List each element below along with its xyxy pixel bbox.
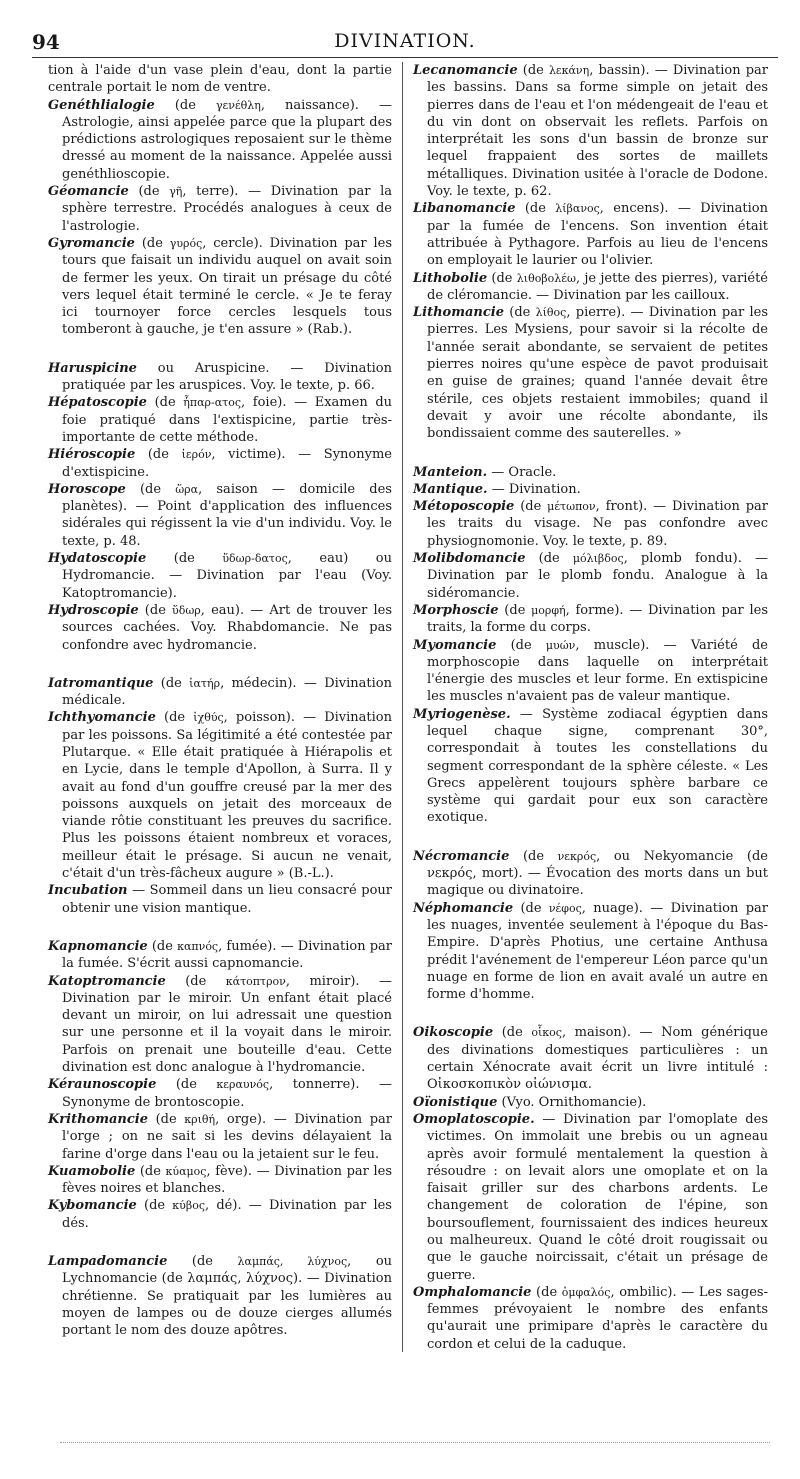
dictionary-entry — [413, 1094, 768, 1111]
entry-term: Incubation — [48, 883, 128, 899]
entry-text: muscle). — Variété de morphoscopie dans laquelle on interprétait l'énergie des muscles et leur forme. En extispicine les muscles n'avaient pas de valeur mantique. — [427, 637, 768, 705]
greek-etymon: κύβος — [172, 1199, 206, 1213]
dictionary-entry: Kybomancie (de κύβος, dé). — Divination par les dés. — [48, 1198, 392, 1231]
entry-term: Horoscope — [48, 481, 126, 497]
greek-etymon: γυρός — [169, 236, 203, 250]
section-gap — [48, 917, 392, 938]
entry-term: Libanomancie — [413, 201, 516, 217]
greek-etymon: ὕδωρ — [172, 603, 201, 617]
greek-etymon: λιθοβολέω — [516, 271, 576, 285]
etymology-prefix: (de — [144, 1198, 173, 1214]
dictionary-entry: Métoposcopie (de μέτωπον, front). — Divination par les traits du visage. Ne pas confondre avec physiognomonie. Voy. le texte, p. 89. — [413, 499, 768, 549]
etymology-prefix: (de — [524, 201, 556, 217]
entry-term: Lithobolie — [413, 270, 488, 286]
etymology-prefix: (de — [501, 1025, 532, 1041]
greek-etymon: ὥρα — [175, 482, 199, 496]
section-gap — [413, 443, 768, 464]
etymology-prefix: (de — [141, 235, 170, 251]
dictionary-entry: Genéthlialogie (de γενέθλη, naissance). — Astrologie, ainsi appelée parce que la plupart des prédictions astrologiques reposaient sur le thème dressé au moment de la naissance. Appelée aussi genéthlioscopie. — [48, 97, 392, 182]
greek-etymon: ἧπαρ-ατος — [183, 396, 242, 410]
entry-term: Oikoscopie — [413, 1025, 494, 1041]
dictionary-entry — [413, 481, 768, 498]
entry-text: pierre). — Divination par les pierres. Les Mysiens, pour savoir si la récolte de l'année serait abondante, se servaient de petites pierres noires qu'une espèce de pavot produisait en guise de graines; quand l'année devait être stérile, ces objets restaient immobiles; quand il devait y avoir une récolte abondante, ils bondissaient comme des sauterelles. » — [427, 305, 768, 442]
etymology-prefix: (de — [151, 938, 178, 954]
greek-etymon: ἱερόν — [181, 448, 212, 462]
entry-text: tonnerre). — Synonyme de brontoscopie. — [62, 1077, 392, 1110]
dictionary-entry: Molibdomancie (de μόλιβδος, plomb fondu). — Divination par le plomb fondu. Analogue à la sidéromancie. — [413, 551, 768, 601]
entry-term: Krithomancie — [48, 1111, 148, 1127]
entry-term: Ichthyomancie — [48, 710, 156, 726]
entry-text: je jette des pierres), variété de cléromancie. — Divination par les cailloux. — [427, 270, 768, 303]
page-title: DIVINATION. — [334, 30, 476, 52]
entry-text: maison). — Nom générique des divinations domestiques particulières : un certain Xénocrate avait écrit un livre intitulé : Οἰκοσκοπικὸν οἰώνισμα. — [427, 1025, 768, 1093]
entry-text: encens). — Divination par la fumée de l'encens. Son invention était attribuée à Pythagore. Parfois au lieu de l'encens on employait le laurier ou l'olivier. — [427, 201, 768, 269]
entry-text: eau). — Art de trouver les sources cachées. Voy. Rhabdomancie. Ne pas confondre avec hydromancie. — [62, 602, 393, 653]
etymology-prefix: (de — [174, 97, 216, 113]
greek-etymon: ὀμφαλός — [561, 1285, 611, 1299]
dictionary-entry: Lithobolie (de λιθοβολέω, je jette des pierres), variété de cléromancie. — Divination par les cailloux. — [413, 270, 768, 303]
greek-etymon: λεκάνη — [548, 64, 590, 77]
entry-text: fève). — Divination par les fèves noires et blanches. — [62, 1163, 392, 1197]
dictionary-entry: Hiéroscopie (de ἱερόν, victime). — Synonyme d'extispicine. — [48, 447, 392, 480]
dictionary-entry — [413, 464, 768, 481]
etymology-prefix: (de — [164, 710, 194, 726]
greek-etymon: ἰχθύς — [193, 711, 224, 725]
dictionary-entry: Kuamobolie (de κύαμος, fève). — Divination par les fèves noires et blanches. — [48, 1163, 392, 1197]
dictionary-entry: Hydroscopie (de ὕδωρ, eau). — Art de trouver les sources cachées. Voy. Rhabdomancie. Ne pas confondre avec hydromancie. — [48, 602, 393, 653]
dictionary-entry: Libanomancie (de λίβανος, encens). — Divination par la fumée de l'encens. Son invention était attribuée à Pythagore. Parfois au lieu de l'encens on employait le laurier ou l'olivier. — [413, 201, 768, 269]
dictionary-entry: Gyromancie (de γυρός, cercle). Divination par les tours que faisait un individu auquel on avait soin de fermer les yeux. On tirait un présage du côté vers lequel était terminé le cercle. « Je te feray ici tournoyer force cercles lesquels tous tomberont à gauche, je t'en assure » (Rab.). — [48, 235, 392, 338]
greek-etymon: οἶκος — [531, 1026, 562, 1040]
etymology-prefix: (de — [138, 184, 170, 200]
dictionary-entry: Myomancie (de μυών, muscle). — Variété de morphoscopie dans laquelle on interprétait l'énergie des muscles et leur forme. En extispicine les muscles n'avaient pas de valeur mantique. — [413, 637, 768, 705]
etymology-prefix: (de — [536, 1284, 562, 1300]
entry-text: dé). — Divination par les dés. — [62, 1198, 392, 1231]
entry-text: eau) ou Hydromancie. — Divination par l'eau (Voy. Katoptromancie). — [62, 551, 392, 601]
entry-text: — Divination. — [491, 481, 581, 497]
dictionary-entry — [48, 360, 392, 395]
greek-etymon: γενέθλη — [215, 98, 261, 112]
section-gap — [48, 1232, 392, 1253]
page-footer-rule — [60, 1442, 770, 1443]
entry-text: poisson). — Divination par les poissons. Sa légitimité a été contestée par Plutarque. « Elle était pratiquée à Hiérapolis et en Lycie, dans le temple d'Apollon, à Surra. Il y avait au fond d'un gouffre creusé par la mer des poissons auxquels on jetait des morceaux de viande rôtie constituant les preuves du sacrifice. Plus les poissons étaient nombreux et voraces, meilleur était le présage. Si aucun ne venait, c'était d'un très-fâcheux augure » (B.-L.). — [62, 710, 392, 882]
entry-text: ombilic). — Les sages-femmes prévoyaient le nombre des enfants qu'aurait une primipare d'après le caractère du cordon et celui de la caduque. — [427, 1284, 768, 1352]
entry-term: Gyromancie — [48, 235, 135, 251]
etymology-prefix: (de — [139, 1163, 166, 1179]
entry-term: Nécromancie — [413, 848, 510, 864]
etymology-prefix: (de — [491, 270, 517, 286]
dictionary-entry: Lampadomancie (de λαμπάς, λύχνος, ou Lychnomancie (de λαμπάς, λύχνος). — Divination chrétienne. Se pratiquait par les lumières au moyen de lampes ou de douze cierges allumés portant le nom des douze apôtres. — [48, 1254, 393, 1339]
entry-text: ou Nekyomancie (de νεκρός, mort). — Évocation des morts dans un but magique ou divinatoire. — [427, 848, 769, 899]
entry-term: Hydatoscopie — [48, 551, 147, 567]
entry-term: Genéthlialogie — [48, 97, 155, 113]
greek-etymon: νέφος — [548, 901, 582, 915]
entry-text: — Divination par l'omoplate des victimes. On immolait une brebis ou un agneau après avoir formulé mentalement la question à résoudre : on levait alors une omoplate et on la faisait griller sur des charbons ardents. Le changement de coloration de l'épine, son boursouflement, fournissaient des indices heureux ou malheureux. Quand le côté droit rougissait ou que le gauche noircissait, c'était un présage de guerre. — [427, 1111, 768, 1283]
dictionary-entry: Nécromancie (de νεκρός, ou Nekyomancie (de νεκρός, mort). — Évocation des morts dans un but magique ou divinatoire. — [413, 848, 769, 899]
dictionary-entry — [413, 1111, 768, 1284]
entry-term: Métoposcopie — [413, 499, 515, 515]
entry-term: Kybomancie — [48, 1198, 137, 1214]
entry-term: Lithomancie — [413, 305, 504, 321]
entry-term: Myomancie — [413, 637, 497, 653]
entry-term: Lecanomancie — [413, 63, 518, 78]
entry-term: Morphoscie — [413, 602, 499, 618]
greek-etymon: μέτωπον — [547, 500, 596, 514]
entry-term: Kapnomancie — [48, 938, 148, 954]
entry-text: saison — domicile des planètes). — Point d'application des influences sidérales qui régissent la vie d'un individu. Voy. le texte, p. 48. — [62, 481, 392, 549]
etymology-prefix: (de — [522, 848, 558, 864]
etymology-prefix: (de — [504, 602, 532, 618]
entry-term: Myriogenèse. — [413, 706, 511, 722]
dictionary-entry: Iatromantique (de ἰατήρ, médecin). — Divination médicale. — [48, 675, 392, 709]
dictionary-entry: Morphoscie (de μορφή, forme). — Divination par les traits, la forme du corps. — [413, 602, 768, 636]
greek-etymon: ἰατήρ — [189, 676, 221, 690]
entry-text: foie). — Examen du foie pratiqué dans l'extispicine, partie très-importante de cette méthode. — [62, 395, 393, 445]
dictionary-entry: Horoscope (de ὥρα, saison — domicile des planètes). — Point d'application des influences sidérales qui régissent la vie d'un individu. Voy. le texte, p. 48. — [48, 481, 392, 549]
dictionary-entry: Lithomancie (de λίθος, pierre). — Divination par les pierres. Les Mysiens, pour savoir si la récolte de l'année serait abondante, se servaient de petites pierres noires qu'une espèce de pavot produisait en guise de graines; quand l'année devait être stérile, ces objets restaient immobiles; quand il devait y avoir une récolte abondante, ils bondissaient comme des sauterelles. » — [413, 305, 768, 442]
greek-etymon: λίθος — [535, 306, 567, 320]
entry-text: fumée). — Divination par la fumée. S'écrit aussi capnomancie. — [62, 938, 392, 972]
greek-etymon: κεραυνός — [216, 1078, 270, 1092]
greek-etymon: γῆ — [169, 185, 183, 199]
section-gap — [413, 1003, 768, 1024]
dictionary-entry: Omphalomancie (de ὀμφαλός, ombilic). — Les sages-femmes prévoyaient le nombre des enfants qu'aurait une primipare d'après le caractère du cordon et celui de la caduque. — [413, 1284, 768, 1352]
continued-text — [48, 62, 392, 97]
dictionary-entry: Ichthyomancie (de ἰχθύς, poisson). — Divination par les poissons. Sa légitimité a été contestée par Plutarque. « Elle était pratiquée à Hiérapolis et en Lycie, dans le temple d'Apollon, à Surra. Il y avait au fond d'un gouffre creusé par la mer des poissons auxquels on jetait des morceaux de viande rôtie constituant les preuves du sacrifice. Plus les poissons étaient nombreux et voraces, meilleur était le présage. Si aucun ne venait, c'était d'un très-fâcheux augure » (B.-L.). — [48, 710, 392, 882]
dictionary-entry: Krithomancie (de κριθή, orge). — Divination par l'orge ; on ne sait si les devins délayaient la farine d'orge dans l'eau ou la jetaient sur le feu. — [48, 1111, 392, 1162]
dictionary-entry: Hépatoscopie (de ἧπαρ-ατος, foie). — Examen du foie pratiqué dans l'extispicine, partie très-importante de cette méthode. — [48, 395, 393, 445]
etymology-prefix: (de — [522, 63, 549, 78]
page-number: 94 — [32, 30, 60, 54]
entry-term: Omoplatoscopie. — [413, 1111, 535, 1127]
greek-etymon: λίβανος — [555, 202, 600, 216]
section-gap — [48, 654, 392, 675]
greek-etymon: μορφή — [531, 603, 566, 617]
etymology-prefix: (de — [154, 395, 184, 411]
greek-etymon: νεκρός — [557, 849, 597, 863]
section-gap — [413, 827, 768, 848]
header-rule — [32, 57, 778, 58]
etymology-prefix: (de — [520, 499, 548, 515]
dictionary-entry: Néphomancie (de νέφος, nuage). — Divination par les nuages, inventée seulement à l'époque du Bas-Empire. D'après Photius, une certaine Anthusa prédit l'avénement de l'empereur Léon parce qu'un nuage en forme de lion en avait avalé un autre en forme d'homme. — [413, 900, 768, 1003]
entry-term: Hydroscopie — [48, 602, 139, 618]
dictionary-entry — [413, 706, 768, 827]
page-header — [32, 30, 778, 56]
entry-term: Hiéroscopie — [48, 447, 136, 463]
entry-term: Oïonistique — [413, 1094, 498, 1110]
etymology-prefix: (de — [160, 675, 190, 691]
greek-etymon: μυών — [545, 638, 576, 652]
etymology-prefix: (de — [155, 1111, 185, 1127]
entry-text: — Système zodiacal égyptien dans lequel chaque signe, comprenant 30°, correspondait à toutes les constellations du segment correspondant de la sphère céleste. « Les Grecs appelèrent toujours sphère barbare ce système qui gardait pour eux son caractère exotique. — [427, 706, 769, 826]
etymology-prefix: (de — [144, 602, 173, 618]
entry-term: Hépatoscopie — [48, 395, 147, 411]
dictionary-entry: Lecanomancie (de λεκάνη, bassin). — Divination par les bassins. Dans sa forme simple on jetait des pierres dans de l'eau et l'on médengeait de l'eau et du vin dont on observait les reflets. Parfois on interprétait les sons d'un bassin de bronze sur lequel frappaient des sortes de maillets métalliques. Divination usitée à l'oracle de Dodone. Voy. le texte, p. 62. — [413, 63, 769, 200]
entry-text: ou Lychnomancie (de λαμπάς, λύχνος). — Divination chrétienne. Se pratiquait par les lumières au moyen de lampes ou de douze cierges allumés portant le nom des douze apôtres. — [62, 1254, 393, 1339]
dictionary-entry: Kéraunoscopie (de κεραυνός, tonnerre). — Synonyme de brontoscopie. — [48, 1077, 392, 1110]
entry-text: — Sommeil dans un lieu consacré pour obtenir une vision mantique. — [62, 883, 392, 916]
entry-text: médecin). — Divination médicale. — [62, 675, 392, 709]
greek-etymon: κάτοπτρον — [225, 974, 286, 988]
etymology-prefix: (de — [510, 637, 546, 653]
entry-term: Kuamobolie — [48, 1163, 136, 1179]
entry-text: — Oracle. — [491, 464, 557, 480]
right-column — [413, 62, 768, 1353]
dictionary-entry: Katoptromancie (de κάτοπτρον, miroir). — Divination par le miroir. Un enfant était placé devant un miroir, on lui adressait une question sur une personne et il la voyait dans le miroir. Parfois on prenait une bouteille d'eau. Cette divination est donc analogue à l'hydromancie. — [48, 973, 392, 1076]
etymology-prefix: (de — [173, 551, 223, 567]
greek-etymon: καπνός — [177, 939, 219, 953]
etymology-prefix: (de — [538, 551, 573, 567]
entry-term: Katoptromancie — [48, 973, 166, 989]
entry-text: orge). — Divination par l'orge ; on ne sait si les devins délayaient la farine d'orge dans l'eau ou la jetaient sur le feu. — [62, 1111, 392, 1162]
entry-text: plomb fondu). — Divination par le plomb fondu. Analogue à la sidéromancie. — [427, 551, 768, 601]
entry-term: Iatromantique — [48, 675, 154, 691]
entry-text: bassin). — Divination par les bassins. Dans sa forme simple on jetait des pierres dans de l'eau et l'on médengeait de l'eau et du vin dont on observait les reflets. Parfois on interprétait les sons d'un bassin de bronze sur lequel frappaient des sortes de maillets métalliques. Divination usitée à l'oracle de Dodone. Voy. le texte, p. 62. — [427, 63, 769, 200]
etymology-prefix: (de — [509, 305, 536, 321]
etymology-prefix: (de — [147, 447, 182, 463]
entry-term: Mantique. — [413, 481, 488, 497]
entry-text: tion à l'aide d'un vase plein d'eau, dont la partie centrale portait le nom de ventre. — [48, 63, 392, 96]
entry-text: ou Aruspicine. — Divination pratiquée par les aruspices. Voy. le texte, p. 66. — [62, 360, 392, 394]
dictionary-entry: Kapnomancie (de καπνός, fumée). — Divination par la fumée. S'écrit aussi capnomancie. — [48, 938, 392, 972]
entry-text: front). — Divination par les traits du visage. Ne pas confondre avec physiognomonie. Voy. le texte, p. 89. — [427, 499, 768, 549]
entry-term: Omphalomancie — [413, 1284, 532, 1300]
greek-etymon: ὕδωρ-δατος — [222, 552, 288, 566]
entry-text: cercle). Divination par les tours que faisait un individu auquel on avait soin de fermer les yeux. On tirait un présage du côté vers lequel était terminé le cercle. « Je te feray ici tournoyer force cercles lesquels tous tomberont à gauche, je t'en assure » (Rab.). — [62, 235, 392, 338]
etymology-prefix: (de — [185, 973, 226, 989]
entry-term: Géomancie — [48, 184, 129, 200]
dictionary-entry: Hydatoscopie (de ὕδωρ-δατος, eau) ou Hydromancie. — Divination par l'eau (Voy. Katoptromancie). — [48, 551, 392, 601]
entry-term: Haruspicine — [48, 360, 137, 376]
etymology-prefix: (de — [520, 900, 549, 916]
dictionary-entry: Oikoscopie (de οἶκος, maison). — Nom générique des divinations domestiques particulières : un certain Xénocrate avait écrit un livre intitulé : Οἰκοσκοπικὸν οἰώνισμα. — [413, 1025, 768, 1093]
greek-etymon: κύαμος — [165, 1164, 207, 1178]
entry-term: Néphomancie — [413, 900, 514, 916]
column-divider — [402, 62, 403, 1352]
entry-text: terre). — Divination par la sphère terrestre. Procédés analogues à ceux de l'astrologie. — [62, 184, 392, 234]
entry-text: victime). — Synonyme d'extispicine. — [62, 447, 392, 480]
section-gap — [48, 339, 392, 360]
entry-term: Manteion. — [413, 464, 488, 480]
etymology-prefix: (de — [191, 1254, 238, 1269]
entry-text: nuage). — Divination par les nuages, inventée seulement à l'époque du Bas-Empire. D'après Photius, une certaine Anthusa prédit l'avénement de l'empereur Léon parce qu'un nuage en forme de lion en avait avalé un autre en forme d'homme. — [427, 900, 768, 1003]
dictionary-entry: Géomancie (de γῆ, terre). — Divination par la sphère terrestre. Procédés analogues à ceux de l'astrologie. — [48, 184, 392, 234]
entry-text: miroir). — Divination par le miroir. Un enfant était placé devant un miroir, on lui adressait une question sur une personne et il la voyait dans le miroir. Parfois on prenait une bouteille d'eau. Cette divination est donc analogue à l'hydromancie. — [62, 973, 392, 1076]
entry-term: Kéraunoscopie — [48, 1077, 157, 1093]
dictionary-entry — [48, 882, 392, 917]
greek-etymon: μόλιβδος — [572, 552, 624, 566]
left-column — [48, 62, 392, 1339]
entry-text: (Vyo. Ornithomancie). — [501, 1094, 647, 1110]
entry-term: Lampadomancie — [48, 1254, 168, 1269]
greek-etymon: κριθή — [184, 1112, 216, 1126]
etymology-prefix: (de — [139, 481, 176, 497]
entry-text: forme). — Divination par les traits, la forme du corps. — [427, 602, 768, 636]
greek-etymon: λαμπάς, λύχνος — [237, 1255, 348, 1268]
entry-text: naissance). — Astrologie, ainsi appelée parce que la plupart des prédictions astrologiques reposaient sur le thème dressé au moment de la naissance. Appelée aussi genéthlioscopie. — [62, 97, 392, 182]
etymology-prefix: (de — [175, 1077, 217, 1093]
entry-term: Molibdomancie — [413, 551, 526, 567]
